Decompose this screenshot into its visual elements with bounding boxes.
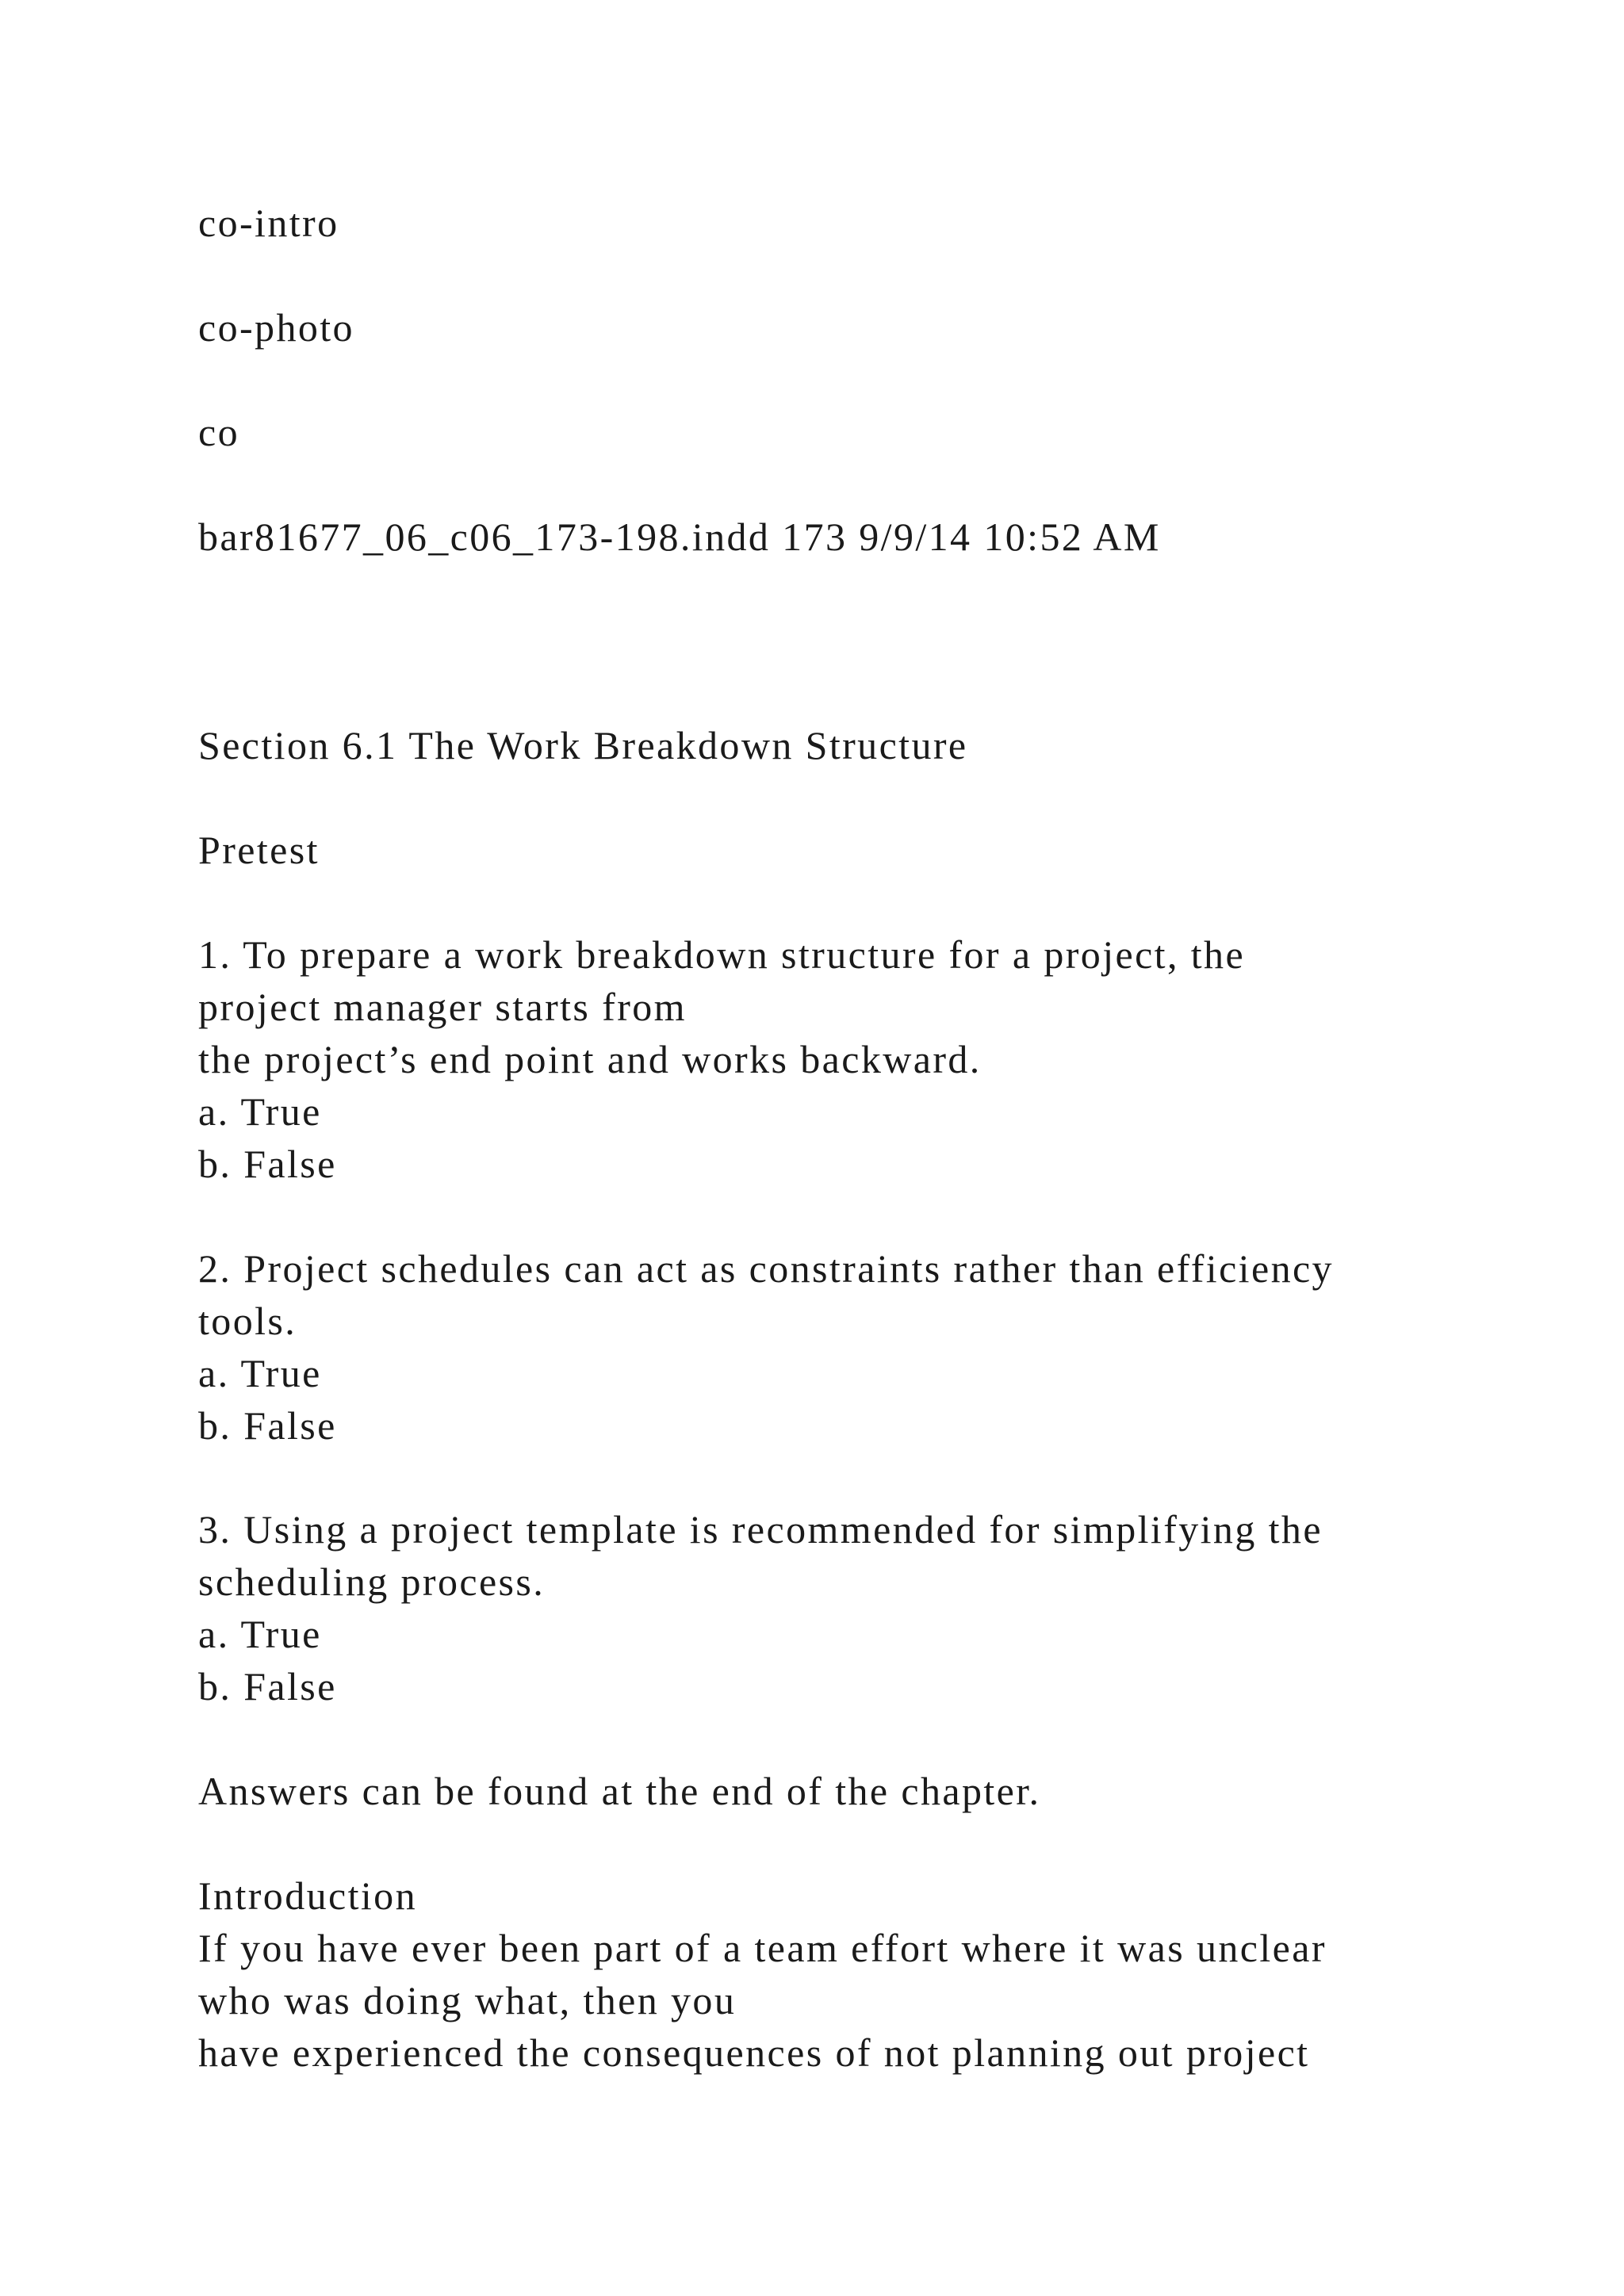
question-1-line-2: project manager starts from	[198, 985, 687, 1029]
section-title: Section 6.1 The Work Breakdown Structure	[198, 723, 968, 767]
introduction-heading: Introduction	[198, 1873, 417, 1918]
question-2-option-b: b. False	[198, 1403, 337, 1448]
question-3-option-a: a. True	[198, 1612, 322, 1656]
question-2-line-1: 2. Project schedules can act as constraints rather than efficiency	[198, 1246, 1334, 1291]
question-3-line-2: scheduling process.	[198, 1559, 546, 1604]
question-1-option-b: b. False	[198, 1142, 337, 1186]
question-3-option-b: b. False	[198, 1664, 337, 1709]
file-info-line: bar81677_06_c06_173-198.indd 173 9/9/14 10:52 AM	[198, 515, 1161, 559]
question-1-option-a: a. True	[198, 1089, 322, 1134]
question-3-line-1: 3. Using a project template is recommended for simplifying the	[198, 1507, 1323, 1552]
introduction-line-1: If you have ever been part of a team effort where it was unclear	[198, 1926, 1327, 1970]
header-label-photo: co-photo	[198, 305, 354, 350]
introduction-line-3: have experienced the consequences of not planning out project	[198, 2030, 1310, 2075]
question-2-line-2: tools.	[198, 1299, 297, 1343]
introduction-line-2: who was doing what, then you	[198, 1978, 737, 2022]
answers-note: Answers can be found at the end of the chapter.	[198, 1769, 1041, 1813]
question-1-line-1: 1. To prepare a work breakdown structure for a project, the	[198, 932, 1246, 977]
header-label-intro: co-intro	[198, 201, 339, 245]
header-label-co: co	[198, 410, 239, 454]
question-2-option-a: a. True	[198, 1351, 322, 1395]
question-1-line-3: the project’s end point and works backward.	[198, 1037, 982, 1081]
pretest-heading: Pretest	[198, 828, 320, 872]
